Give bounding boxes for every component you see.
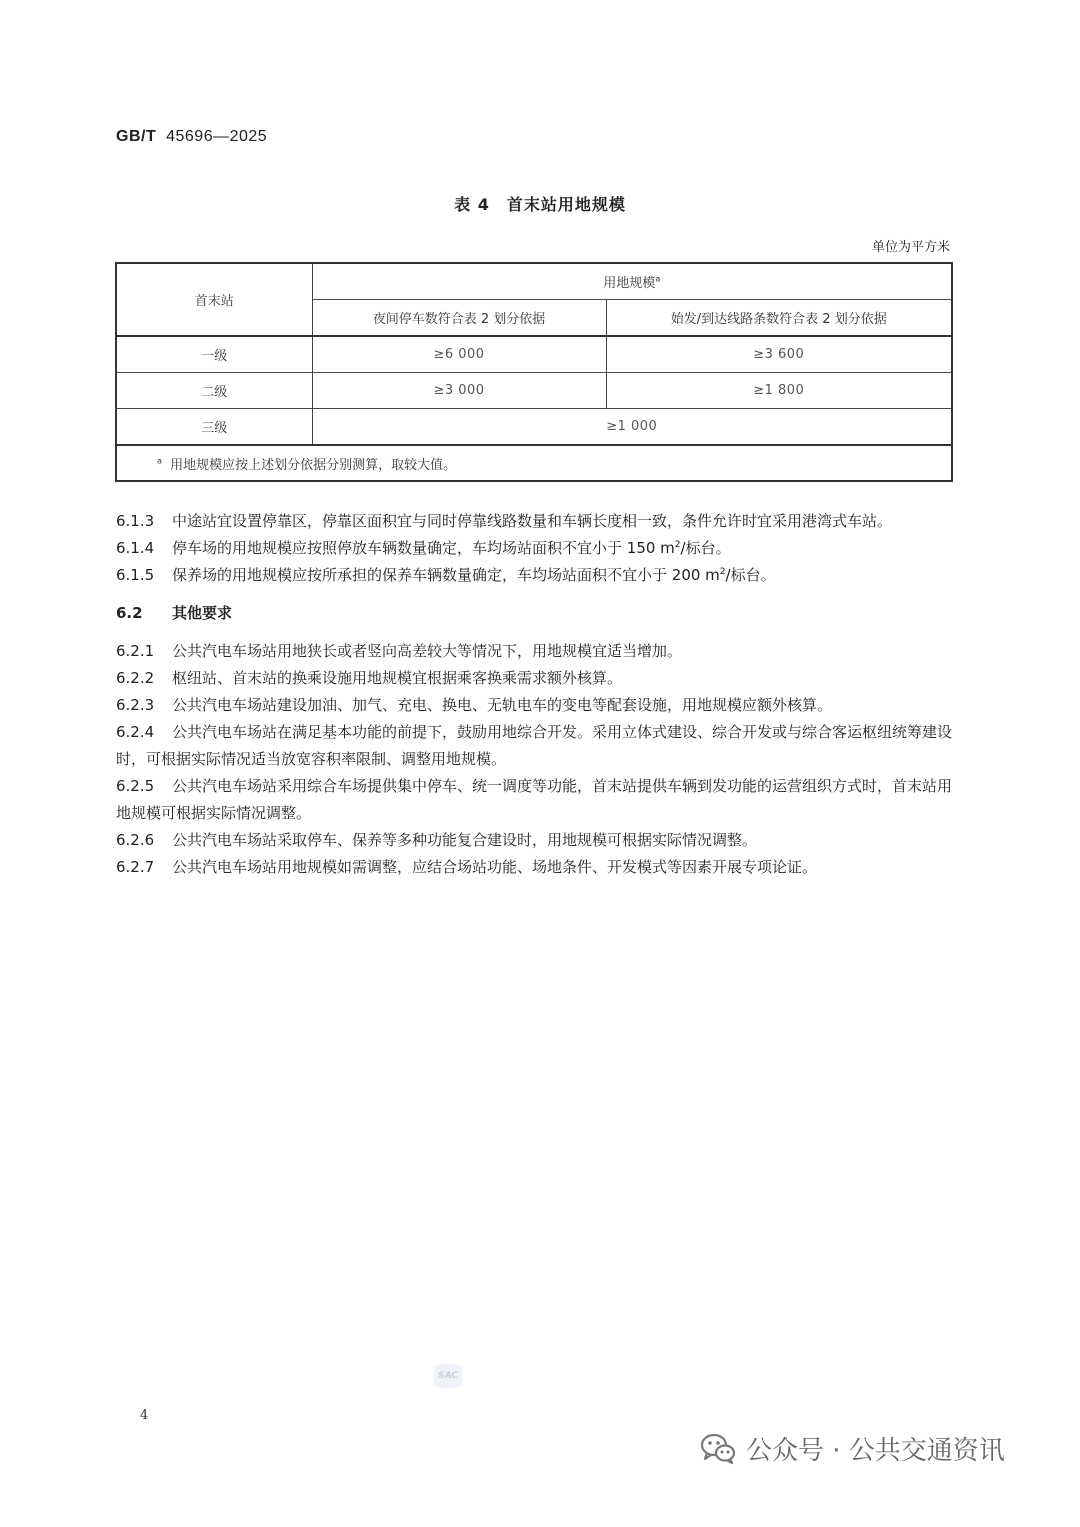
clause-text: 公共汽电车场站采用综合车场提供集中停车、统一调度等功能，首末站提供车辆到发功能的运营组织方式时，首末站用地规模可根据实际情况调整。 [116, 777, 953, 822]
clause-number: 6.1.4 [116, 539, 155, 557]
table-row [116, 409, 952, 446]
clause-text: 公共汽电车场站用地规模如需调整，应结合场站功能、场地条件、开发模式等因素开展专项论证。 [172, 858, 818, 876]
clause-paragraph [116, 854, 952, 881]
unit-note: 单位为平方米 [871, 240, 950, 255]
clause-number: 6.2.5 [116, 777, 155, 795]
section-heading [116, 600, 952, 627]
wechat-watermark [698, 1426, 1005, 1470]
table-row [116, 336, 952, 373]
clause-paragraph [116, 638, 952, 665]
clause-number: 6.2.1 [116, 642, 155, 660]
group-header-footnote-mark: a [655, 274, 661, 284]
clause-text: 公共汽电车场站用地狭长或者竖向高差较大等情况下，用地规模宜适当增加。 [172, 642, 683, 660]
section-number: 6.2 [116, 604, 143, 622]
value-cell: ≥1 800 [606, 373, 952, 409]
wechat-icon [698, 1428, 738, 1468]
footnote-text: 用地规模应按上述划分依据分别测算，取较大值。 [170, 457, 457, 473]
table-header-row [116, 263, 952, 300]
clause-paragraph [116, 562, 952, 589]
clause-paragraph [116, 827, 952, 854]
level-cell: 三级 [116, 409, 312, 446]
value-cell: ≥6 000 [312, 336, 606, 373]
station-header: 首末站 [116, 263, 312, 336]
clause-text: 公共汽电车场站建设加油、加气、充电、换电、无轨电车的变电等配套设施，用地规模应额外核算。 [172, 696, 833, 714]
clause-text: 中途站宜设置停靠区，停靠区面积宜与同时停靠线路数量和车辆长度相一致，条件允许时宜采用港湾式车站。 [172, 512, 893, 530]
clause-text: 枢纽站、首末站的换乘设施用地规模宜根据乘客换乘需求额外核算。 [172, 669, 623, 687]
clause-text: 公共汽电车场站在满足基本功能的前提下，鼓励用地综合开发。采用立体式建设、综合开发或与综合客运枢纽统筹建设时，可根据实际情况适当放宽容积率限制、调整用地规模。 [116, 723, 953, 768]
table-footnote-row [116, 445, 952, 481]
document-body [116, 508, 952, 881]
watermark-text: 公众号 · 公共交通资讯 [746, 1435, 1005, 1466]
clause-number: 6.2.3 [116, 696, 155, 714]
section-title: 其他要求 [172, 604, 233, 622]
clause-number: 6.2.4 [116, 723, 155, 741]
level-cell: 二级 [116, 373, 312, 409]
sac-logo: SAC [434, 1364, 462, 1388]
group-header [312, 263, 952, 300]
clause-paragraph [116, 692, 952, 719]
standard-code [116, 128, 267, 146]
col2-header: 始发/到达线路条数符合表 2 划分依据 [606, 300, 952, 337]
land-scale-table [115, 262, 953, 482]
superscript: 2 [719, 567, 726, 577]
value-cell: ≥3 000 [312, 373, 606, 409]
clause-number: 6.2.2 [116, 669, 155, 687]
clause-paragraph [116, 719, 952, 773]
clause-text: 保养场的用地规模应按所承担的保养车辆数量确定，车均场站面积不宜小于 200 m [172, 566, 720, 584]
clause-text: 停车场的用地规模应按照停放车辆数量确定，车均场站面积不宜小于 150 m [172, 539, 675, 557]
clause-number: 6.2.6 [116, 831, 155, 849]
clause-number: 6.1.5 [116, 566, 155, 584]
clause-text-tail: /标台。 [680, 539, 731, 557]
clause-text: 公共汽电车场站采取停车、保养等多种功能复合建设时，用地规模可根据实际情况调整。 [172, 831, 758, 849]
footnote-mark: a [157, 456, 162, 466]
clause-paragraph [116, 773, 952, 827]
page-number: 4 [140, 1408, 149, 1423]
superscript: 2 [674, 540, 681, 550]
clause-paragraph [116, 508, 952, 535]
table-row [116, 373, 952, 409]
standard-number: 45696—2025 [166, 128, 268, 145]
group-header-label: 用地规模 [603, 276, 656, 291]
table-title: 表 4 首末站用地规模 [454, 195, 626, 214]
merged-value-cell: ≥1 000 [312, 409, 952, 446]
clause-number: 6.1.3 [116, 512, 155, 530]
clause-paragraph [116, 665, 952, 692]
table-footnote [116, 445, 952, 481]
clause-paragraph [116, 535, 952, 562]
col1-header: 夜间停车数符合表 2 划分依据 [312, 300, 606, 337]
standard-prefix: GB/T [116, 128, 157, 145]
clause-text-tail: /标台。 [725, 566, 776, 584]
level-cell: 一级 [116, 336, 312, 373]
value-cell: ≥3 600 [606, 336, 952, 373]
clause-number: 6.2.7 [116, 858, 155, 876]
